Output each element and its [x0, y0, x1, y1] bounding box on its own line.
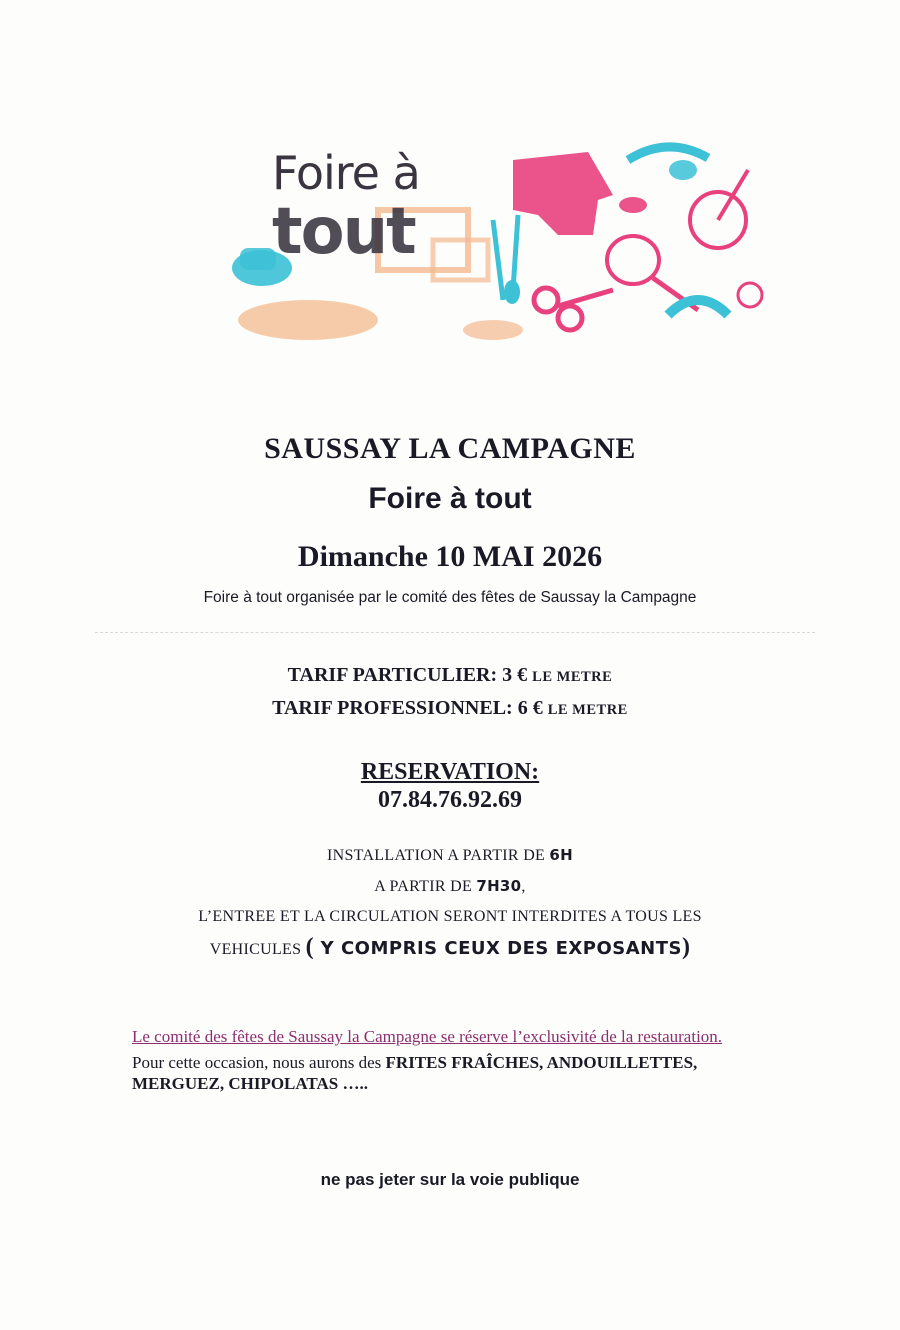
- shoe-illustration: [238, 300, 378, 340]
- tarif-particulier: [0, 664, 900, 687]
- installation-line3: L’ENTREE ET LA CIRCULATION SERONT INTERDITES A TOUS LES: [198, 908, 702, 925]
- town-heading: SAUSSAY LA CAMPAGNE: [264, 432, 636, 465]
- installation-time: 6H: [549, 846, 574, 864]
- installation-line1: [0, 840, 900, 871]
- ring-illustration: [738, 283, 762, 307]
- restauration-items: FRITES FRAÎCHES, ANDOUILLETTES, MERGUEZ, CHIPOLATAS …..: [132, 1053, 698, 1093]
- lamp-illustration: [463, 320, 523, 340]
- installation-line2-text: A PARTIR DE: [374, 878, 477, 895]
- tarif-professionnel-unit: LE METRE: [547, 702, 628, 718]
- tennis-racket-illustration: [607, 236, 659, 284]
- shirt-illustration: [513, 152, 613, 235]
- reservation-phone: 07.84.76.92.69: [378, 787, 522, 813]
- banner-title: [272, 146, 420, 269]
- paren-open: (: [305, 934, 314, 960]
- reservation-label: RESERVATION:: [360, 759, 540, 785]
- installation-line1-text: INSTALLATION A PARTIR DE: [326, 847, 550, 864]
- scissors-illustration: [534, 288, 558, 312]
- installation-line4: [0, 932, 900, 965]
- tarif-professionnel-label: TARIF PROFESSIONNEL: 6 €: [272, 697, 548, 719]
- bird-illustration: [619, 197, 647, 213]
- spoon-illustration: [513, 215, 518, 290]
- scissors-ring-illustration: [558, 306, 582, 330]
- installation-block: [0, 840, 900, 965]
- event-date: Dimanche 10 MAI 2026: [297, 540, 603, 573]
- scissors-blade-illustration: [558, 290, 613, 306]
- footer-note: ne pas jeter sur la voie publique: [320, 1170, 580, 1189]
- exhibitors-included: Y COMPRIS CEUX DES EXPOSANTS: [313, 938, 682, 959]
- tarif-professionnel: [0, 697, 900, 720]
- headphones-illustration: [628, 147, 708, 160]
- spoon-head-illustration: [504, 280, 520, 304]
- installation-line4-text: VEHICULES: [209, 941, 306, 958]
- headphones-cup-illustration: [669, 160, 697, 180]
- paren-close: ): [681, 934, 691, 960]
- divider: [95, 632, 815, 633]
- banner-illustration: [228, 140, 773, 342]
- tarif-particulier-label: TARIF PARTICULIER: 3 €: [287, 664, 533, 686]
- installation-line2-end: ,: [521, 878, 526, 895]
- banner-title-line2: tout: [272, 195, 415, 269]
- organizer-line: Foire à tout organisée par le comité des fêtes de Saussay la Campagne: [203, 589, 697, 606]
- closing-time: 7H30: [476, 877, 522, 895]
- installation-line2: [0, 871, 900, 902]
- fork-illustration: [493, 220, 503, 300]
- banner-title-line1: Foire à: [272, 146, 420, 200]
- restauration-menu: [132, 1052, 792, 1094]
- restauration-block: [132, 1026, 792, 1094]
- event-title: Foire à tout: [368, 482, 532, 515]
- restauration-intro: Pour cette occasion, nous aurons des: [132, 1053, 386, 1072]
- tarif-particulier-unit: LE METRE: [532, 669, 613, 685]
- frame-small-illustration: [433, 240, 488, 280]
- reservation-block: [0, 758, 900, 814]
- hat-crown-illustration: [240, 248, 276, 270]
- restauration-notice: Le comité des fêtes de Saussay la Campagne se réserve l’exclusivité de la restauration.: [132, 1027, 723, 1046]
